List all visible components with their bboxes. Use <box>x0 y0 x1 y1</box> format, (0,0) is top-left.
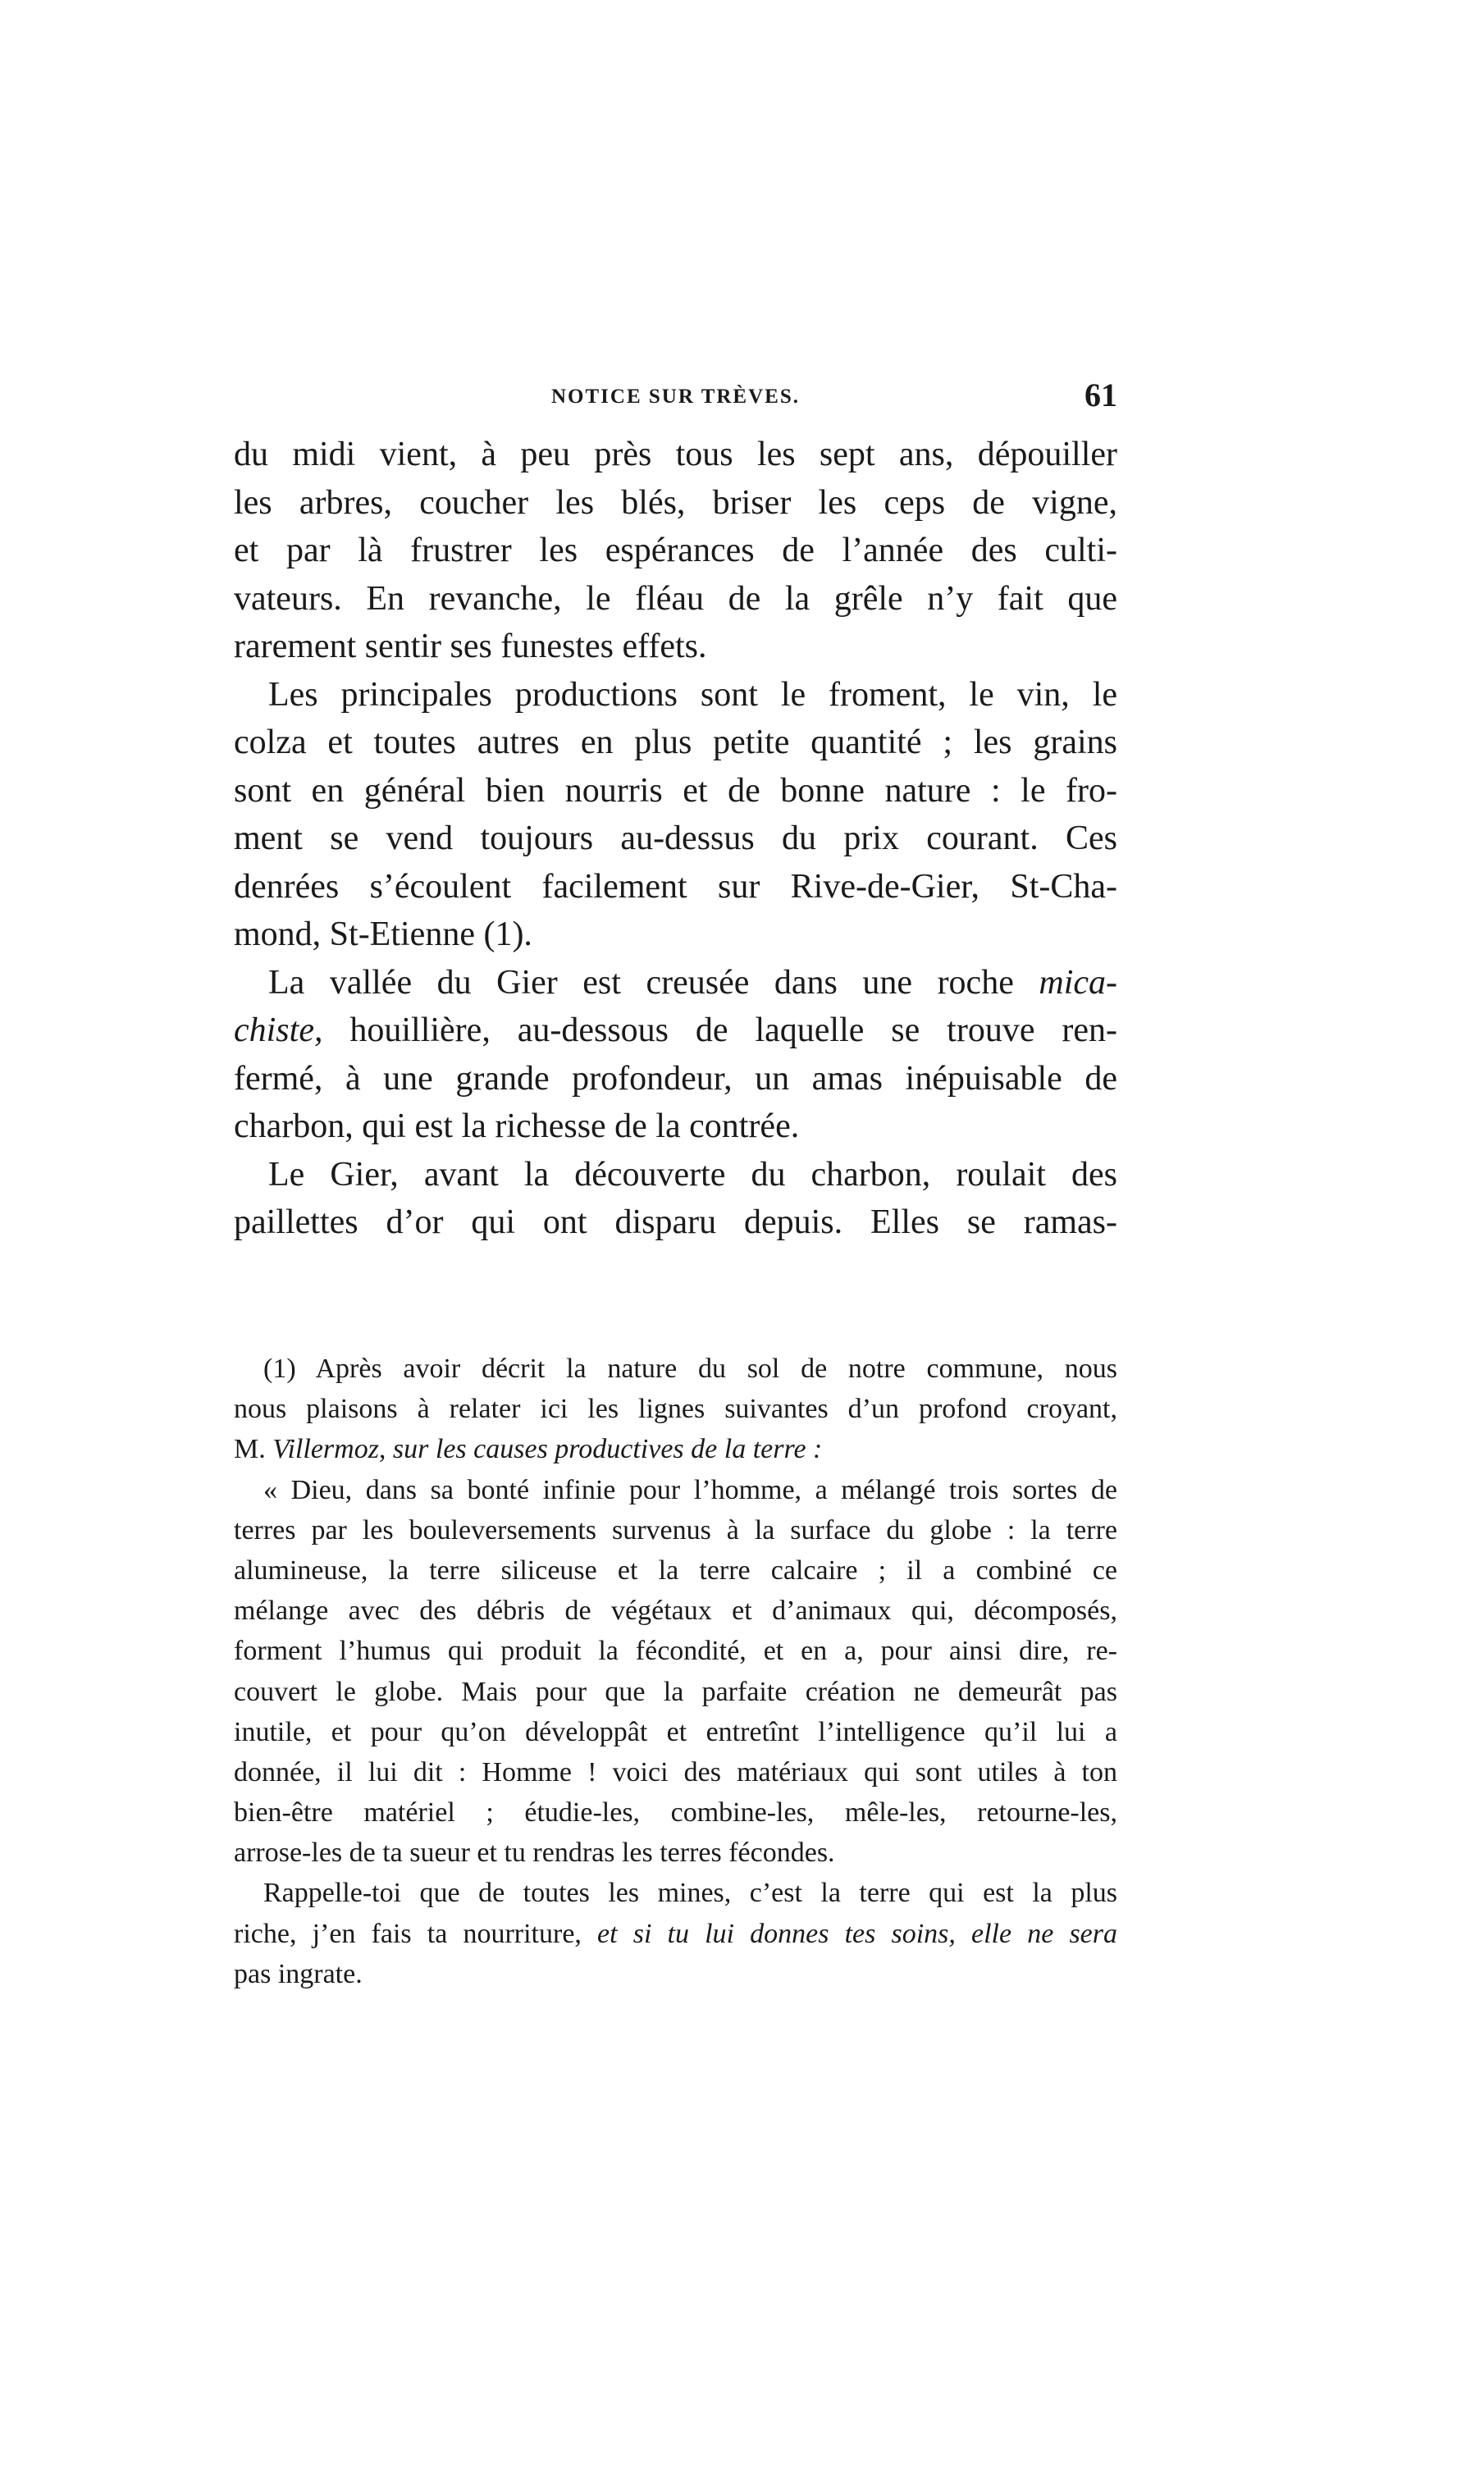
text-line: paillettes d’or qui ont disparu depuis. Elles se ramas- <box>234 1203 1117 1241</box>
text-segment: houillière, au-dessous de laquelle se trouve ren- <box>322 1011 1117 1049</box>
text-segment: M. <box>234 1434 273 1465</box>
text-line: charbon, qui est la richesse de la contrée. <box>234 1107 800 1145</box>
text-line: denrées s’écoulent facilement sur Rive-de-Gier, St-Cha- <box>234 867 1117 906</box>
italic-text: mica- <box>1039 963 1117 1002</box>
main-text <box>234 431 1117 1247</box>
text-line: nous plaisons à relater ici les lignes suivantes d’un profond croyant, <box>234 1394 1117 1425</box>
text-line: colza et toutes autres en plus petite quantité ; les grains <box>234 724 1117 761</box>
italic-text: Villermoz, sur les causes productives de la terre : <box>272 1434 823 1465</box>
text-line: du midi vient, à peu près tous les sept ans, dépouiller <box>234 436 1117 473</box>
footnote <box>234 1349 1117 1994</box>
text-line: Rappelle-toi que de toutes les mines, c’est la terre qui est la plus <box>263 1878 1117 1909</box>
text-line: mond, St-Etienne (1). <box>234 915 532 953</box>
text-line: sont en général bien nourris et de bonne nature : le fro- <box>234 771 1117 810</box>
text-line: rarement sentir ses funestes effets. <box>234 628 707 665</box>
text-line <box>234 1007 1117 1055</box>
text-line: donnée, il lui dit : Homme ! voici des matériaux qui sont utiles à ton <box>234 1756 1117 1787</box>
page-number: 61 <box>1084 377 1117 413</box>
text-segment: riche, j’en fais ta nourriture, <box>234 1918 598 1949</box>
text-line: mélange avec des débris de végétaux et d’animaux qui, décomposés, <box>234 1596 1117 1627</box>
text-line: forment l’humus qui produit la fécondité, et en a, pour ainsi dire, re- <box>234 1636 1117 1667</box>
text-line: les arbres, coucher les blés, briser les ceps de vigne, <box>234 483 1117 522</box>
text-line: arrose-les de ta sueur et tu rendras les terres fécondes. <box>234 1838 835 1869</box>
text-line: terres par les bouleversements survenus à la surface du globe : la terre <box>234 1514 1117 1545</box>
text-line: vateurs. En revanche, le fléau de la grêle n’y fait que <box>234 579 1117 618</box>
text-line: Les principales productions sont le froment, le vin, le <box>268 675 1117 714</box>
text-segment: La vallée du Gier est creusée dans une roche <box>268 963 1039 1002</box>
text-line: bien-être matériel ; étudie-les, combine-les, mêle-les, retourne-les, <box>234 1797 1117 1829</box>
text-line: et par là frustrer les espérances de l’année des culti- <box>234 532 1117 569</box>
text-line: couvert le globe. Mais pour que la parfaite création ne demeurât pas <box>234 1676 1117 1707</box>
text-line: ment se vend toujours au-dessus du prix courant. Ces <box>234 820 1117 857</box>
text-line <box>234 959 1117 1007</box>
text-line: pas ingrate. <box>234 1958 363 1989</box>
text-line <box>234 1429 1117 1469</box>
text-line: alumineuse, la terre siliceuse et la terre calcaire ; il a combiné ce <box>234 1555 1117 1586</box>
running-header <box>234 379 1117 412</box>
text-line <box>234 1914 1117 1954</box>
text-line: Le Gier, avant la découverte du charbon, roulait des <box>268 1155 1117 1194</box>
text-line: fermé, à une grande profondeur, un amas inépuisable de <box>234 1059 1117 1098</box>
text-line: « Dieu, dans sa bonté infinie pour l’homme, a mélangé trois sortes de <box>263 1474 1117 1505</box>
running-title: NOTICE SUR TRÈVES. <box>551 386 800 408</box>
italic-text: chiste, <box>234 1011 323 1049</box>
text-line: (1) Après avoir décrit la nature du sol de notre commune, nous <box>263 1354 1117 1384</box>
italic-text: et si tu lui donnes tes soins, elle ne sera <box>597 1918 1117 1949</box>
text-line: inutile, et pour qu’on développât et entretînt l’intelligence qu’il lui a <box>234 1716 1117 1747</box>
